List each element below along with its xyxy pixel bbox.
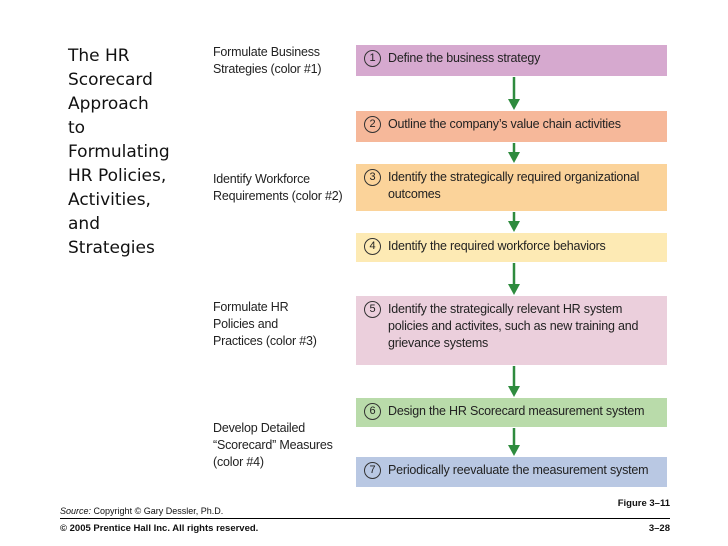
title-line: HR Policies, xyxy=(68,166,167,186)
source-label: Source: xyxy=(60,506,92,516)
step-text: Identify the required workforce behaviors xyxy=(388,239,606,253)
step-text: Periodically reevaluate the measurement system xyxy=(388,463,649,477)
title-line: Strategies xyxy=(68,238,155,258)
flow-arrow xyxy=(508,428,520,456)
title-line: to xyxy=(68,118,86,138)
source-note xyxy=(60,506,223,516)
phase-line: (color #4) xyxy=(213,455,264,469)
step-text: Outline the company’s value chain activities xyxy=(388,117,621,131)
flow-arrow xyxy=(508,263,520,295)
title-line: and xyxy=(68,214,100,234)
step-number: 2 xyxy=(364,116,381,133)
step-number: 5 xyxy=(364,301,381,318)
step-text: Identify the strategically required organizational outcomes xyxy=(388,170,640,201)
title-line: Formulating xyxy=(68,142,170,162)
title-line: The HR xyxy=(68,46,130,66)
flow-arrow xyxy=(508,366,520,397)
step-number: 1 xyxy=(364,50,381,67)
step-number: 3 xyxy=(364,169,381,186)
flow-arrow xyxy=(508,143,520,163)
phase-line: Policies and xyxy=(213,317,279,331)
source-text: Copyright © Gary Dessler, Ph.D. xyxy=(93,506,224,516)
page-number: 3–28 xyxy=(648,523,670,534)
phase-line: Practices (color #3) xyxy=(213,334,317,348)
phase-line: Formulate HR xyxy=(213,300,289,314)
phase-line: Identify Workforce xyxy=(213,172,310,186)
flow-arrow xyxy=(508,77,520,110)
phase-line: “Scorecard” Measures xyxy=(213,438,333,452)
step-number: 6 xyxy=(364,403,381,420)
phase-line: Requirements (color #2) xyxy=(213,189,343,203)
title-line: Scorecard xyxy=(68,70,153,90)
step-text: Identify the strategically relevant HR system policies and activites, such as new training and grievance systems xyxy=(388,302,639,350)
step-number: 4 xyxy=(364,238,381,255)
figure-number: Figure 3–11 xyxy=(617,498,670,509)
step-text: Design the HR Scorecard measurement system xyxy=(388,404,645,418)
phase-line: Develop Detailed xyxy=(213,421,305,435)
flow-arrow xyxy=(508,212,520,232)
phase-line: Formulate Business xyxy=(213,45,320,59)
footer-divider xyxy=(60,518,670,519)
phase-line: Strategies (color #1) xyxy=(213,62,322,76)
title-line: Activities, xyxy=(68,190,151,210)
step-text: Define the business strategy xyxy=(388,51,541,65)
step-number: 7 xyxy=(364,462,381,479)
title-line: Approach xyxy=(68,94,149,114)
copyright-text: © 2005 Prentice Hall Inc. All rights reserved. xyxy=(60,523,259,534)
